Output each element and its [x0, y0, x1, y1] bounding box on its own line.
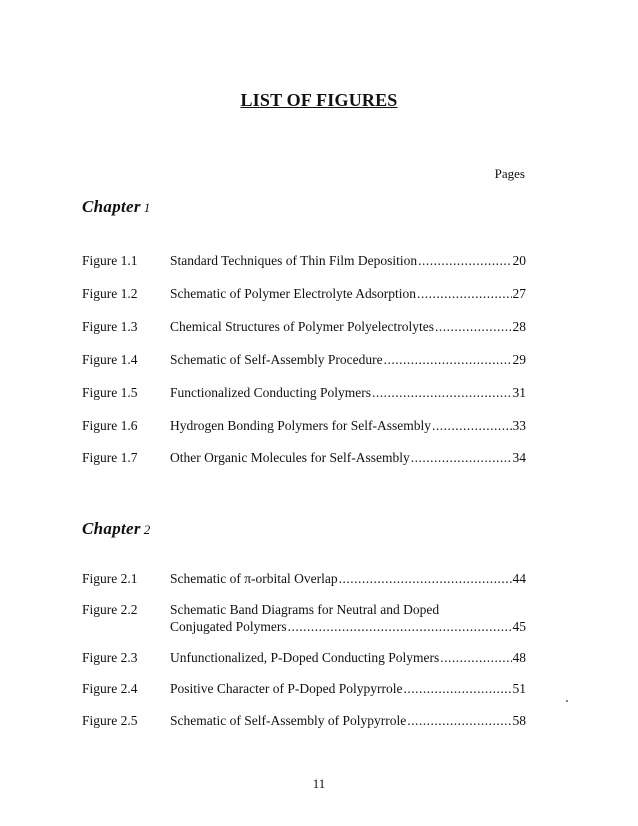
- figure-number: Figure 1.3: [82, 319, 138, 334]
- chapter-number: 1: [143, 200, 151, 215]
- figure-number: Figure 2.3: [82, 650, 138, 665]
- figure-number: Figure 1.4: [82, 352, 138, 367]
- figure-number: Figure 1.2: [82, 286, 138, 301]
- pages-column-label: Pages: [494, 166, 525, 181]
- figure-page: 48: [512, 650, 526, 665]
- figure-caption: Schematic Band Diagrams for Neutral and Doped: [170, 602, 440, 617]
- scan-speck: [566, 700, 568, 702]
- figure-caption: Chemical Structures of Polymer Polyelectrolytes: [170, 319, 434, 334]
- dot-leader: [384, 351, 512, 368]
- dot-leader: [418, 252, 511, 269]
- figure-number: Figure 1.6: [82, 418, 138, 433]
- dot-leader: [372, 384, 512, 401]
- figure-caption: Schematic of Self-Assembly of Polypyrrole: [170, 713, 407, 728]
- dot-leader: [440, 649, 511, 666]
- dot-leader: [288, 618, 512, 635]
- dot-leader: [411, 449, 512, 466]
- chapter-label: Chapter: [82, 519, 141, 538]
- figure-number: Figure 2.5: [82, 713, 138, 728]
- figure-caption: Other Organic Molecules for Self-Assembly: [170, 450, 410, 465]
- figure-number: Figure 1.1: [82, 253, 138, 268]
- dot-leader: [435, 318, 512, 335]
- figure-page: 44: [512, 571, 526, 586]
- dot-leader: [407, 712, 511, 729]
- figure-page: 20: [512, 253, 526, 268]
- chapter-heading-1: [82, 197, 151, 217]
- figure-page: 58: [512, 713, 526, 728]
- figure-page: 51: [512, 681, 526, 696]
- figure-page: 45: [512, 619, 526, 634]
- figure-page: 28: [512, 319, 526, 334]
- figure-number: Figure 1.7: [82, 450, 138, 465]
- figure-caption: Schematic of π-orbital Overlap: [170, 571, 338, 586]
- figure-caption: Hydrogen Bonding Polymers for Self-Assembly: [170, 418, 431, 433]
- dot-leader: [417, 285, 512, 302]
- figure-caption: Unfunctionalized, P-Doped Conducting Polymers: [170, 650, 440, 665]
- chapter-heading-2: [82, 519, 151, 539]
- figure-caption: Schematic of Self-Assembly Procedure: [170, 352, 383, 367]
- chapter-number: 2: [143, 522, 151, 537]
- figure-number: Figure 2.2: [82, 602, 138, 617]
- figure-page: 27: [512, 286, 526, 301]
- figure-page: 31: [512, 385, 526, 400]
- figure-page: 34: [512, 450, 526, 465]
- figure-number: Figure 1.5: [82, 385, 138, 400]
- dot-leader: [403, 680, 511, 697]
- figure-caption: Functionalized Conducting Polymers: [170, 385, 371, 400]
- figure-caption: Schematic of Polymer Electrolyte Adsorption: [170, 286, 416, 301]
- figure-caption: Standard Techniques of Thin Film Deposition: [170, 253, 418, 268]
- figure-caption: Positive Character of P-Doped Polypyrrole: [170, 681, 403, 696]
- figure-page: 33: [512, 418, 526, 433]
- figure-number: Figure 2.4: [82, 681, 138, 696]
- dot-leader: [432, 417, 512, 434]
- page-title: LIST OF FIGURES: [240, 90, 398, 110]
- figure-number: Figure 2.1: [82, 571, 138, 586]
- dot-leader: [339, 570, 512, 587]
- figure-caption-continued: Conjugated Polymers: [170, 619, 287, 634]
- figure-page: 29: [512, 352, 526, 367]
- page-number: 11: [312, 776, 326, 791]
- chapter-label: Chapter: [82, 197, 141, 216]
